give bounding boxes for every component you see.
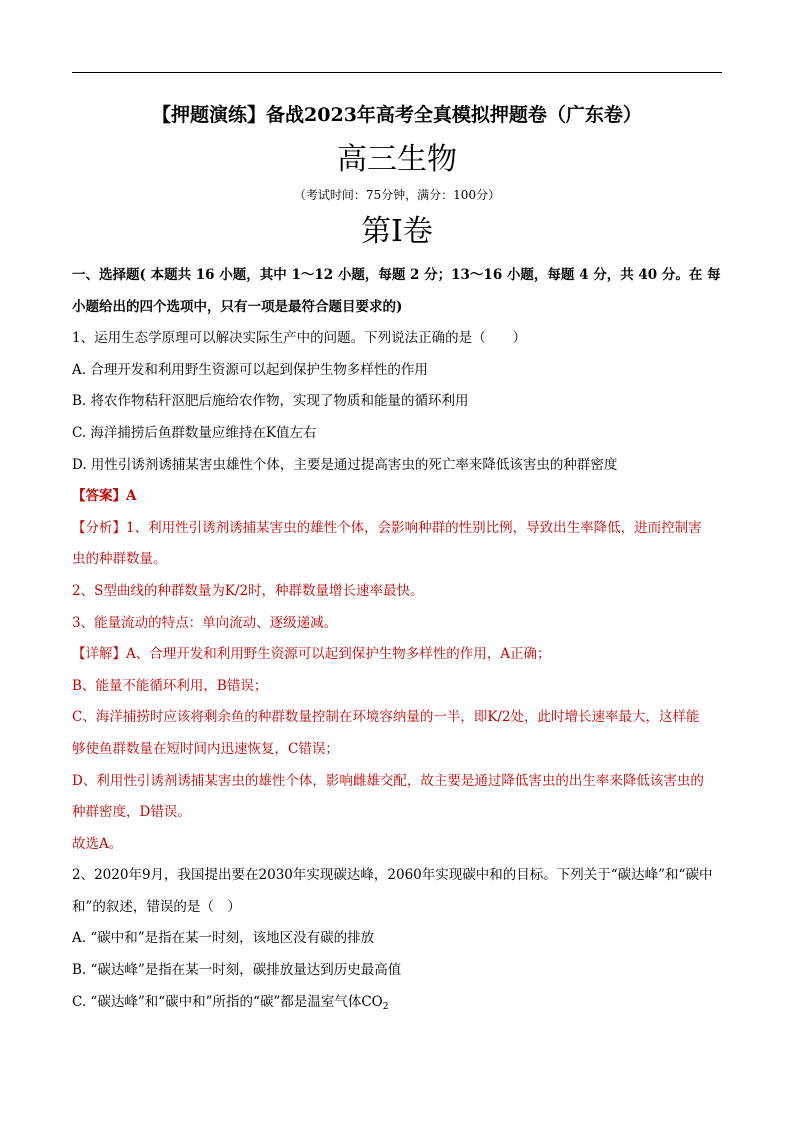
subject-heading: 高三生物 [337, 142, 457, 177]
q1-detail-a: 【详解】A、合理开发和利用野生资源可以起到保护生物多样性的作用，A正确； [72, 646, 551, 663]
header-rule [72, 72, 722, 73]
q1-option-a: A. 合理开发和利用野生资源可以起到保护生物多样性的作用 [72, 361, 428, 378]
q1-option-c: C. 海洋捕捞后鱼群数量应维持在K值左右 [72, 424, 317, 441]
q2-stem-line-2: 和”的叙述，错误的是（ ） [72, 898, 241, 915]
q2-option-a: A. “碳中和”是指在某一时刻，该地区没有碳的排放 [72, 930, 375, 947]
q1-detail-d1: D、利用性引诱剂诱捕某害虫的雄性个体，影响雌雄交配，故主要是通过降低害虫的出生率来降低该害虫的 [72, 772, 704, 789]
document-body [72, 260, 722, 1018]
section-instructions-line-1: 一、选择题( 本题共 16 小题，其中 1～12 小题，每题 2 分；13～16 小题，每题 4 分，共 40 分。在 每 [72, 267, 721, 283]
q1-detail-c2: 够使鱼群数量在短时间内迅速恢复，C错误； [72, 740, 339, 757]
q1-conclusion: 故选A。 [72, 835, 123, 852]
exam-title: 【押题演练】备战2023年高考全真模拟押题卷（广东卷） [152, 104, 642, 126]
q1-answer: 【答案】A [72, 488, 137, 505]
q1-analysis-2: 2、S型曲线的种群数量为K/2时，种群数量增长速率最快。 [72, 582, 424, 599]
q1-option-d: D. 用性引诱剂诱捕某害虫雄性个体，主要是通过提高害虫的死亡率来降低该害虫的种群密度 [72, 456, 618, 473]
q1-analysis-3: 3、能量流动的特点：单向流动、逐级递减。 [72, 614, 338, 631]
q1-detail-d2: 种群密度，D错误。 [72, 804, 191, 821]
q1-detail-c1: C、海洋捕捞时应该将剩余鱼的种群数量控制在环境容纳量的一半，即K/2处，此时增长速率最大，这样能 [72, 709, 700, 726]
q1-analysis-1a: 【分析】1、利用性引诱剂诱捕某害虫的雄性个体，会影响种群的性别比例，导致出生率降低，进而控制害 [72, 519, 702, 536]
q2-stem-line-1: 2、2020年9月，我国提出要在2030年实现碳达峰，2060年实现碳中和的目标。下列关于“碳达峰”和“碳中 [72, 867, 713, 884]
q1-detail-b: B、能量不能循环利用，B错误； [72, 677, 268, 694]
q1-analysis-1b: 虫的种群数量。 [72, 551, 167, 568]
exam-time-info: （考试时间：75分钟，满分：100分） [293, 188, 501, 202]
q1-stem: 1、运用生态学原理可以解决实际生产中的问题。下列说法正确的是（ ） [72, 330, 527, 347]
q2-option-c-subscript: 2 [382, 1001, 389, 1012]
volume-heading: 第I卷 [361, 214, 433, 249]
q2-option-c-text: C. “碳达峰”和“碳中和”所指的“碳”都是温室气体CO [72, 993, 383, 1010]
q2-option-c [72, 987, 722, 1019]
q2-option-b: B. “碳达峰”是指在某一时刻，碳排放量达到历史最高值 [72, 962, 402, 979]
q1-option-b: B. 将农作物秸秆沤肥后施给农作物，实现了物质和能量的循环利用 [72, 393, 469, 410]
section-instructions-line-2: 小题给出的四个选项中，只有一项是最符合题目要求的) [72, 298, 403, 315]
